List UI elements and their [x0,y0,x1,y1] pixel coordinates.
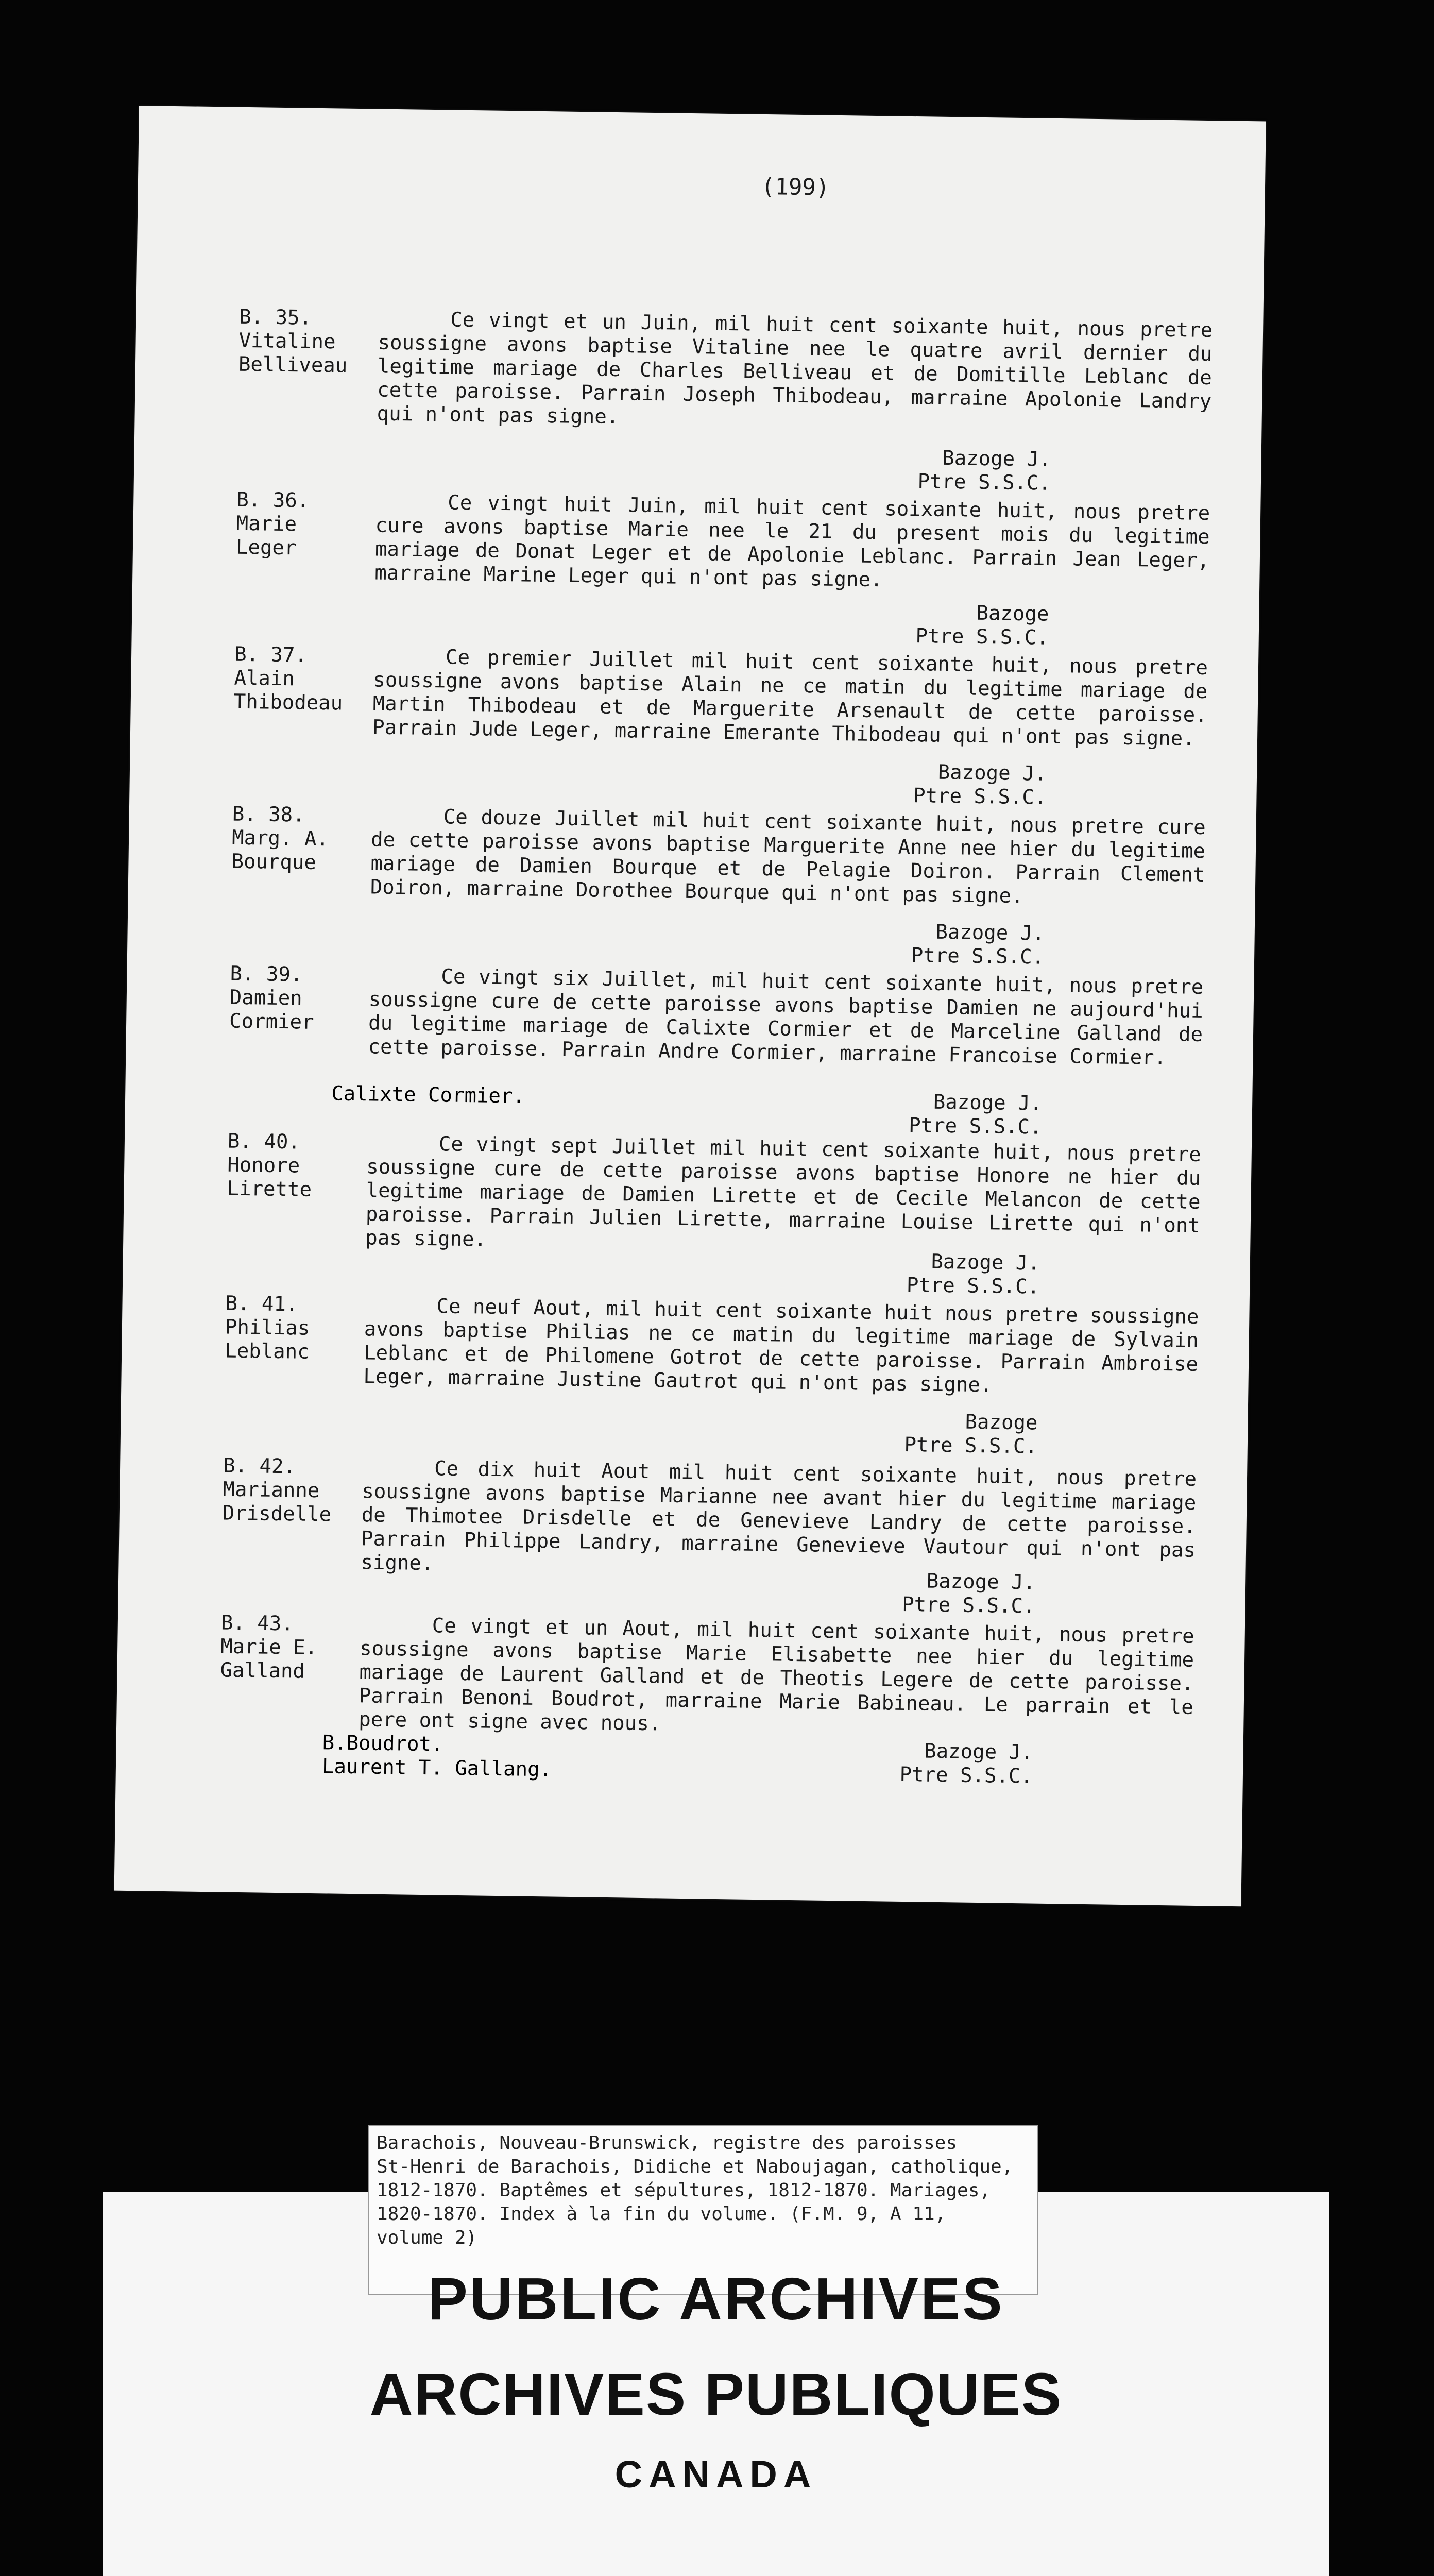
priest-signature: Bazoge J. Ptre S.S.C. [911,920,1045,969]
priest-signature: Bazoge J. Ptre S.S.C. [908,1090,1043,1139]
page-number: (199) [761,173,830,201]
priest-signature: Bazoge J. Ptre S.S.C. [913,760,1047,809]
register-page [114,106,1266,1906]
priest-signature: Bazoge J. Ptre S.S.C. [901,1569,1036,1618]
priest-signature: Bazoge J. Ptre S.S.C. [917,446,1051,495]
citation-line: St-Henri de Barachois, Didiche et Naboujagan, catholique, [377,2156,1013,2177]
entry-reference: B. 40. Honore Lirette [227,1129,312,1201]
citation-line: volume 2) [377,2227,477,2248]
citation-line: Barachois, Nouveau-Brunswick, registre des paroisses [377,2132,958,2154]
entry-reference: B. 42. Marianne Drisdelle [222,1454,332,1527]
priest-signature: Bazoge Ptre S.S.C. [904,1410,1038,1459]
priest-signature: Bazoge Ptre S.S.C. [915,601,1049,650]
entry-text: Ce neuf Aout, mil huit cent soixante huit nous pretre soussigne avons baptise Philias ne ce matin du legitime mariage de Sylvain Leblanc et de Philomene Gotrot de cette paroisse. Parrain Ambroise Leger, marraine Justine Gautrot qui n'ont pas signe. [363,1295,1199,1397]
archives-country: CANADA [614,2453,817,2496]
entry-text: Ce premier Juillet mil huit cent soixante huit, nous pretre soussigne avons baptise Alain ne ce matin du legitime mariage de Martin Thibodeau et de Marguerite Arsenault de cette paroisse. Parrain Jude Leger, marraine Emerante Thibodeau qui n'ont pas signe. [372,646,1208,751]
entry-text: Ce vingt et un Juin, mil huit cent soixante huit, nous pretre soussigne avons baptise Vitaline nee le quatre avril dernier du legitime mariage de Charles Belliveau et de Domitille Leblanc de cette paroisse. Parrain Joseph Thibodeau, marraine Apolonie Landry qui n'ont pas signe. [377,308,1213,429]
entry-text: Ce vingt huit Juin, mil huit cent soixante huit, nous pretre cure avons baptise Marie nee le 21 du present mois du legitime mariage de Donat Leger et de Apolonie Leblanc. Parrain Jean Leger, marraine Marine Leger qui n'ont pas signe. [374,491,1210,592]
baptism-entry [224,1292,1199,1397]
baptism-entry [231,802,1206,908]
baptism-entry [220,1611,1195,1736]
priest-signature: Bazoge J. Ptre S.S.C. [899,1739,1033,1788]
archives-title-english: PUBLIC ARCHIVES [428,2265,1004,2332]
entry-reference: B. 43. Marie E. Galland [220,1611,318,1683]
witness-signature: Calixte Cormier. [331,1082,525,1108]
baptism-entry [229,962,1204,1070]
entry-reference: B. 36. Marie Leger [235,488,310,560]
entry-reference: B. 37. Alain Thibodeau [233,642,343,715]
entry-reference: B. 35. Vitaline Belliveau [238,305,348,378]
entry-text: Ce dix huit Aout mil huit cent soixante huit, nous pretre soussigne avons baptise Marianne nee avant hier du legitime mariage de Thimotee Drisdelle et de Genevieve Landry de cette paroisse. Parrain Philippe Landry, marraine Genevieve Vautour qui n'ont pas signe. [361,1457,1197,1575]
entry-text: Ce vingt sept Juillet mil huit cent soixante huit, nous pretre soussigne cure de cette paroisse avons baptise Honore ne hier du legitime mariage de Damien Lirette et de Cecile Melancon de cette paroisse. Parrain Julien Lirette, marraine Louise Lirette qui n'ont pas signe. [365,1132,1202,1251]
entry-text: Ce douze Juillet mil huit cent soixante huit, nous pretre cure de cette paroisse avons baptise Marguerite Anne nee hier du legitime mariage de Damien Bourque et de Pelagie Doiron. Parrain Clement Doiron, marraine Dorothee Bourque qui n'ont pas signe. [370,805,1206,908]
archives-title-french: ARCHIVES PUBLIQUES [369,2361,1063,2428]
citation-line: 1820-1870. Index à la fin du volume. (F.M. 9, A 11, [377,2204,946,2225]
witness-signature: B.Boudrot. Laurent T. Gallang. [321,1731,552,1782]
entry-reference: B. 39. Damien Cormier [229,962,314,1034]
baptism-entry [222,1454,1197,1575]
entry-text: Ce vingt six Juillet, mil huit cent soixante huit, nous pretre soussigne cure de cette paroisse avons baptise Damien ne aujourd'hui du legitime mariage de Calixte Cormier et de Marceline Galland de cette paroisse. Parrain Andre Cormier, marraine Francoise Cormier. [368,965,1204,1070]
baptism-entry [235,488,1210,592]
entry-reference: B. 38. Marg. A. Bourque [231,802,329,874]
baptism-entry [227,1129,1202,1251]
citation-line: 1812-1870. Baptêmes et sépultures, 1812-1870. Mariages, [377,2180,991,2201]
entry-reference: B. 41. Philias Leblanc [224,1292,310,1364]
baptism-entry [238,305,1213,429]
priest-signature: Bazoge J. Ptre S.S.C. [906,1250,1040,1299]
entry-text: Ce vingt et un Aout, mil huit cent soixante huit, nous pretre soussigne avons baptise Marie Elisabette nee hier du legitime mariage de Laurent Galland et de Theotis Legere de cette paroisse. Parrain Benoni Boudrot, marraine Marie Babineau. Le parrain et le pere ont signe avec nous. [358,1614,1195,1736]
baptism-entry [233,642,1208,751]
